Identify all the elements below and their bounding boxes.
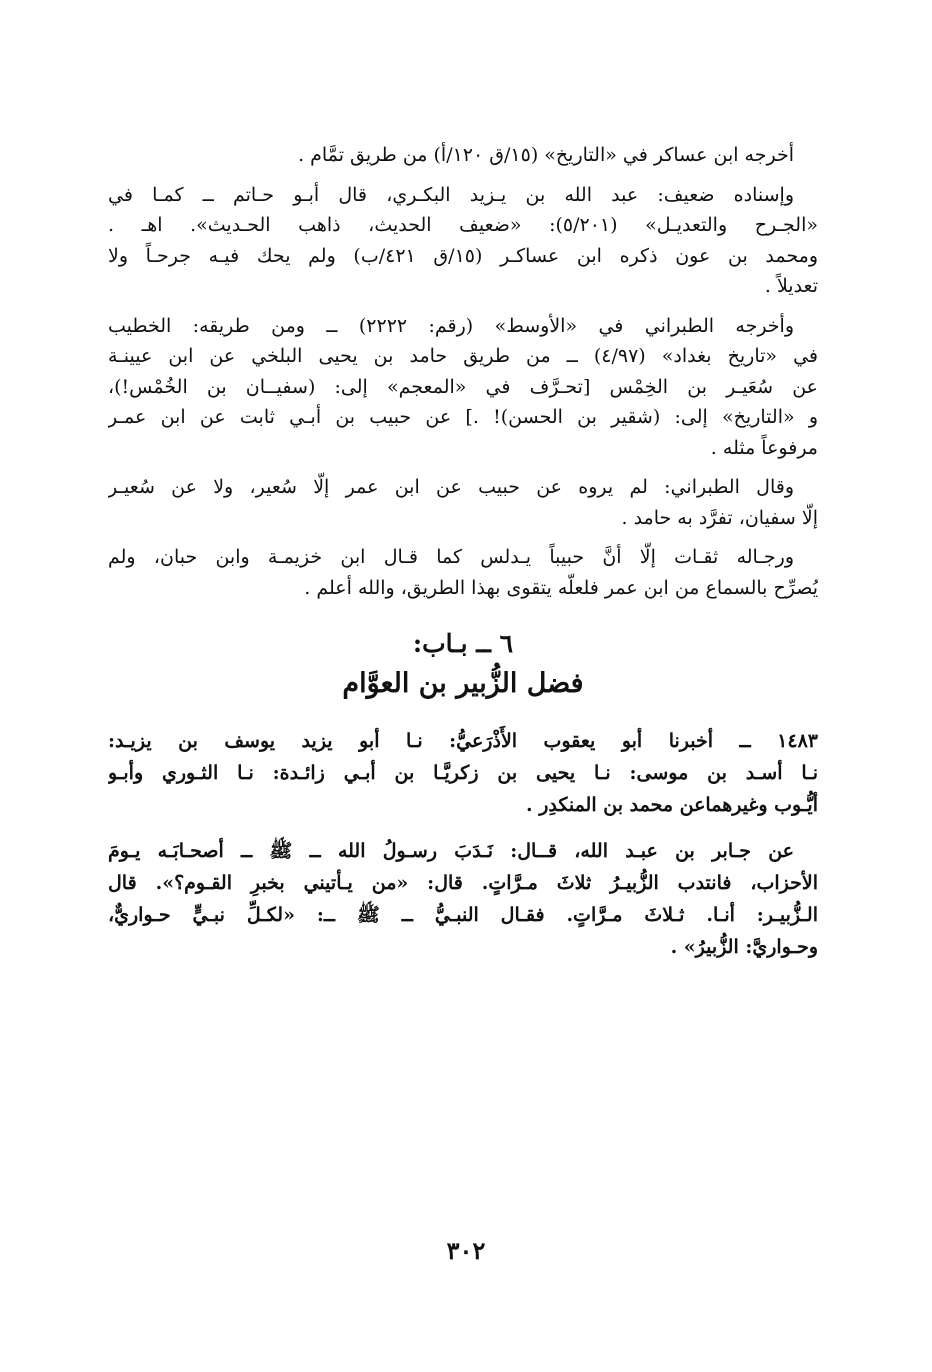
page-body (108, 140, 818, 963)
text-line: الـزُّبيـر: أنـا. ثـلاثَ مـرَّاتٍ. فقـال النبـيُّ ــ ﷺ ــ: «لكـلِّ نبـيٍّ حـواريٌّ، (108, 904, 818, 926)
text-line: عن سُعَيـر بن الخِمْس [تحـرَّف في «المعجم» إلى: (سفيــان بن الخُمْس!)، (108, 375, 818, 398)
text-line: نـا أسـد بن موسى: نـا يحيى بن زكريَّـا بن أبـي زائـدة: نـا الثـوري وأبـو (108, 762, 818, 784)
text-line: ورجـاله ثقـات إلَّا أنَّ حبيباً يـدلس كما قـال ابن خزيمـة وابن حبان، ولم (108, 546, 794, 568)
paragraph-tabarani-awsat (108, 311, 818, 464)
text-line: إلَّا سفيان، تفرَّد به حامد . (621, 506, 818, 529)
text-line: في «تاريخ بغداد» (٤/٩٧) ــ من طريق حامد بن يحيى البلخي عن ابن عيينـة (108, 345, 818, 367)
paragraph-takhrij-ibn-asakir (108, 140, 818, 171)
hadith-matn (108, 835, 818, 963)
text-line: و «التاريخ» إلى: (شقير بن الحسن)! .] عن حبيب بن أبـي ثابت عن ابن عمـر (108, 406, 818, 428)
text-line: وأخرجه الطبراني في «الأوسط» (رقم: ٢٢٢٢) ــ ومن طريقه: الخطيب (108, 314, 795, 337)
chapter-number-heading: ٦ ــ بـاب: (412, 629, 514, 658)
paragraph-narrators-assessment (108, 542, 818, 603)
text-line: يُصرِّح بالسماع من ابن عمر فلعلَّه يتقوى بهذا الطريق، والله أعلم . (304, 576, 818, 599)
text-line: ومحمد بن عون ذكره ابن عساكـر (١٥/ق ٤٢١/ب) ولم يحك فيـه جرحـاً ولا (108, 244, 818, 267)
text-line: وقال الطبراني: لم يروه عن حبيب عن ابن عمر إلَّا سُعير، ولا عن سُعيـر (108, 476, 794, 498)
text-line: «الجـرح والتعديـل» (٥/٢٠١): «ضعيف الحديث، ذاهب الحـديث». اهـ . (108, 214, 818, 236)
text-line: وإسناده ضعيف: عبد الله بن يـزيد البكـري، قال أبـو حـاتم ــ كمـا في (108, 183, 794, 206)
paragraph-isnad-grading (108, 180, 818, 302)
text-line: عن جـابر بن عبـد الله، قــال: نَـدَبَ رسـولُ الله ــ ﷺ ــ أصحـابَـه يـومَ (108, 840, 794, 862)
text-line: أيُّـوب وغيرهماعن محمد بن المنكدِر . (525, 794, 818, 816)
text-line: وحـواريَّ: الزُّبيرُ» . (670, 936, 818, 958)
text-line: أخرجه ابن عساكر في «التاريخ» (١٥/ق ١٢٠/أ) من طريق تمَّام . (298, 144, 794, 166)
text-line: تعديلاً . (764, 275, 818, 297)
chapter-title: فضل الزُّبير بن العوَّام (342, 668, 584, 699)
text-line: ١٤٨٣ ــ أخبرنا أبو يعقوب الأَذْرَعيُّ: نـا أبو يزيد يوسف بن يزيـد: (108, 730, 818, 752)
hadith-isnad (108, 725, 818, 821)
page-number: ٣٠٢ (446, 1236, 486, 1265)
text-line: مرفوعاً مثله . (710, 436, 818, 459)
paragraph-tabarani-comment (108, 472, 818, 533)
text-line: الأحزاب، فانتدب الزُّبيـرُ ثلاثَ مـرَّاتٍ. قال: «من يـأتيني بخبرِ القـوم؟». قال (108, 872, 818, 894)
